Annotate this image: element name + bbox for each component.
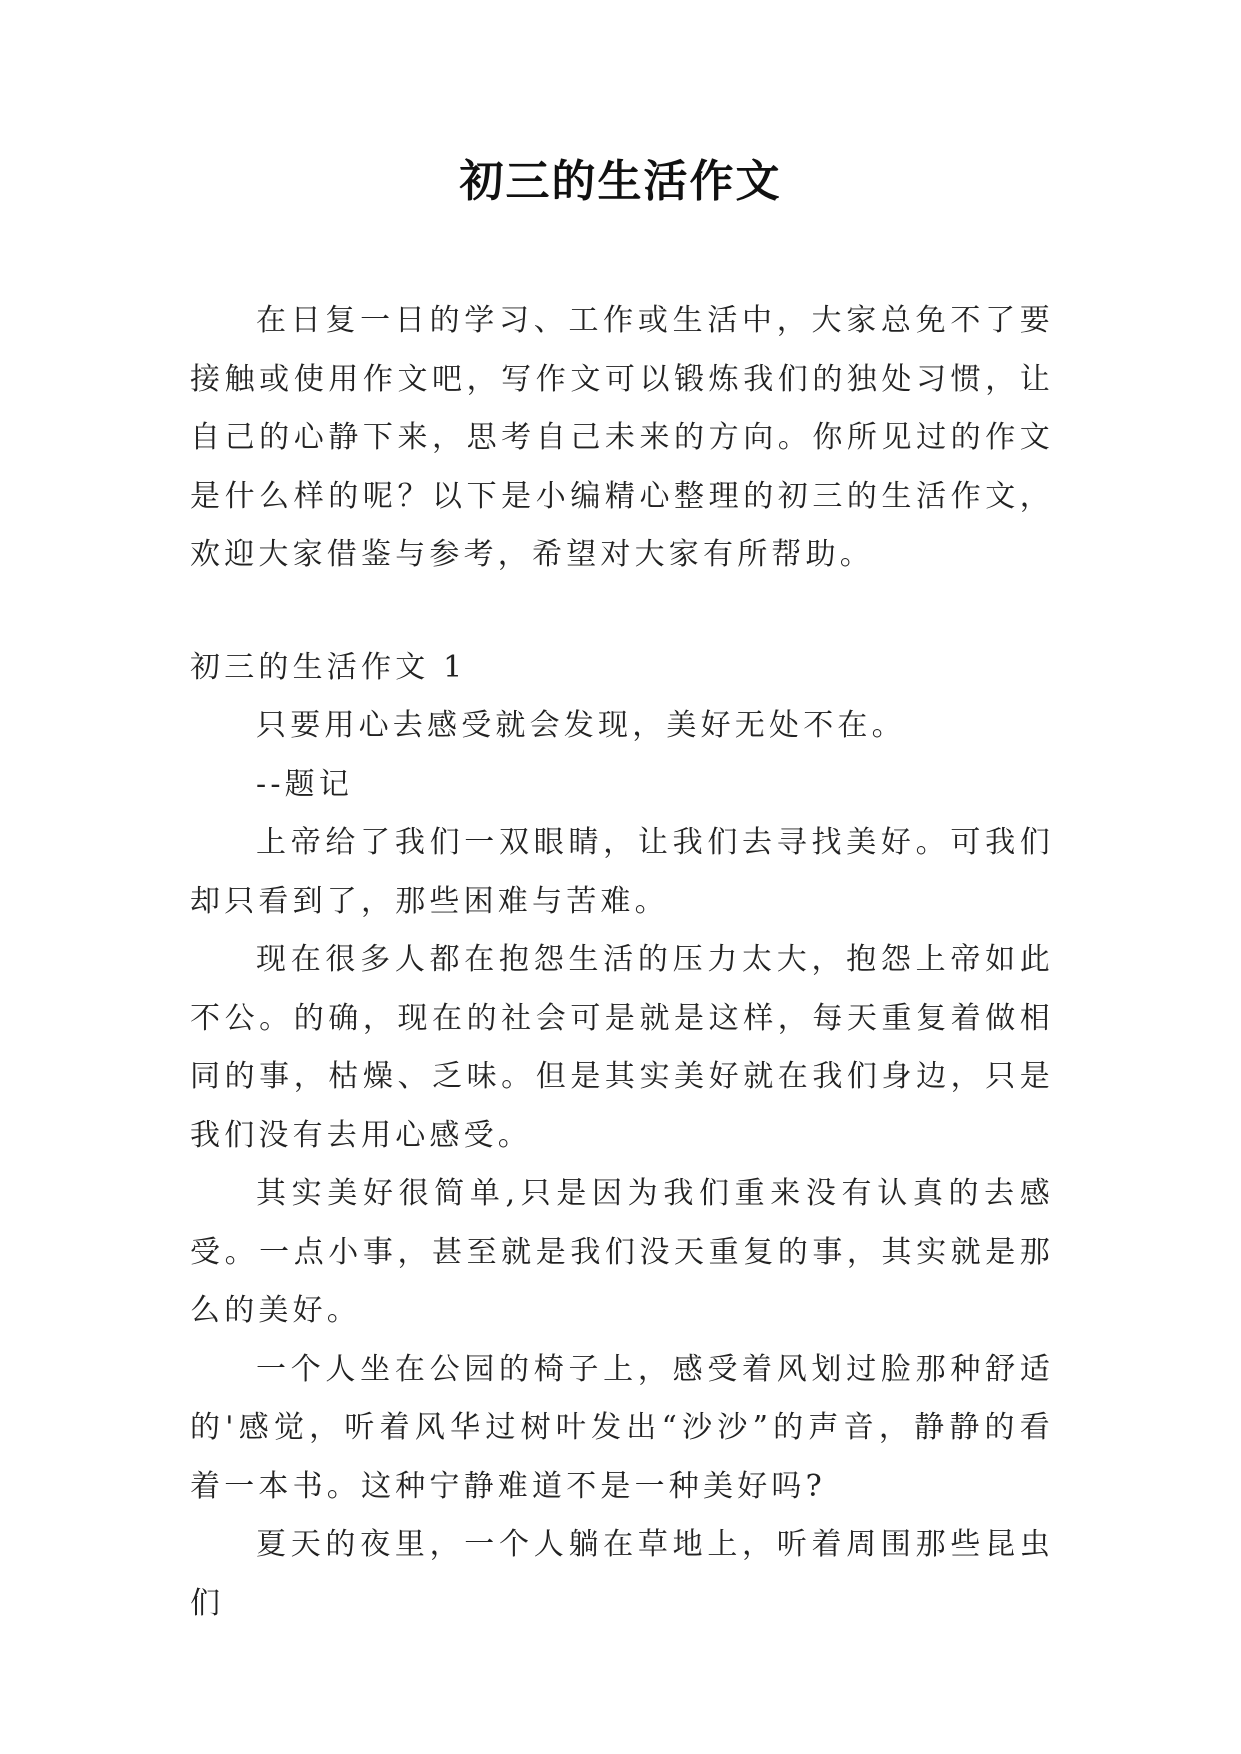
- document-body: [190, 292, 1054, 1633]
- document-title: 初三的生活作文: [459, 156, 782, 207]
- body-paragraph-5: 其实美好很简单,只是因为我们重来没有认真的去感受。一点小事，甚至就是我们没天重复的事，其实就是那么的美好。: [190, 1176, 1054, 1328]
- body-paragraph-1: 只要用心去感受就会发现，美好无处不在。: [256, 708, 906, 743]
- paragraph-spacer: [190, 585, 1054, 639]
- body-paragraph-2: --题记: [256, 766, 354, 802]
- body-paragraph-4: 现在很多人都在抱怨生活的压力太大，抱怨上帝如此不公。的确，现在的社会可是就是这样，每天重复着做相同的事，枯燥、乏味。但是其实美好就在我们身边，只是我们没有去用心感受。: [190, 942, 1054, 1153]
- body-paragraph-6: 一个人坐在公园的椅子上，感受着风划过脸那种舒适的'感觉，听着风华过树叶发出“沙沙”的声音，静静的看着一本书。这种宁静难道不是一种美好吗?: [190, 1351, 1054, 1504]
- section-heading: 初三的生活作文 1: [190, 649, 467, 685]
- body-paragraph-3: 上帝给了我们一双眼睛，让我们去寻找美好。可我们却只看到了，那些困难与苦难。: [190, 825, 1054, 919]
- body-paragraph-7: 夏天的夜里，一个人躺在草地上，听着周围那些昆虫们: [190, 1527, 1054, 1621]
- intro-paragraph: 在日复一日的学习、工作或生活中，大家总免不了要接触或使用作文吧，写作文可以锻炼我们的独处习惯，让自己的心静下来，思考自己未来的方向。你所见过的作文是什么样的呢？以下是小编精心整理的初三的生活作文，欢迎大家借鉴与参考，希望对大家有所帮助。: [190, 303, 1054, 572]
